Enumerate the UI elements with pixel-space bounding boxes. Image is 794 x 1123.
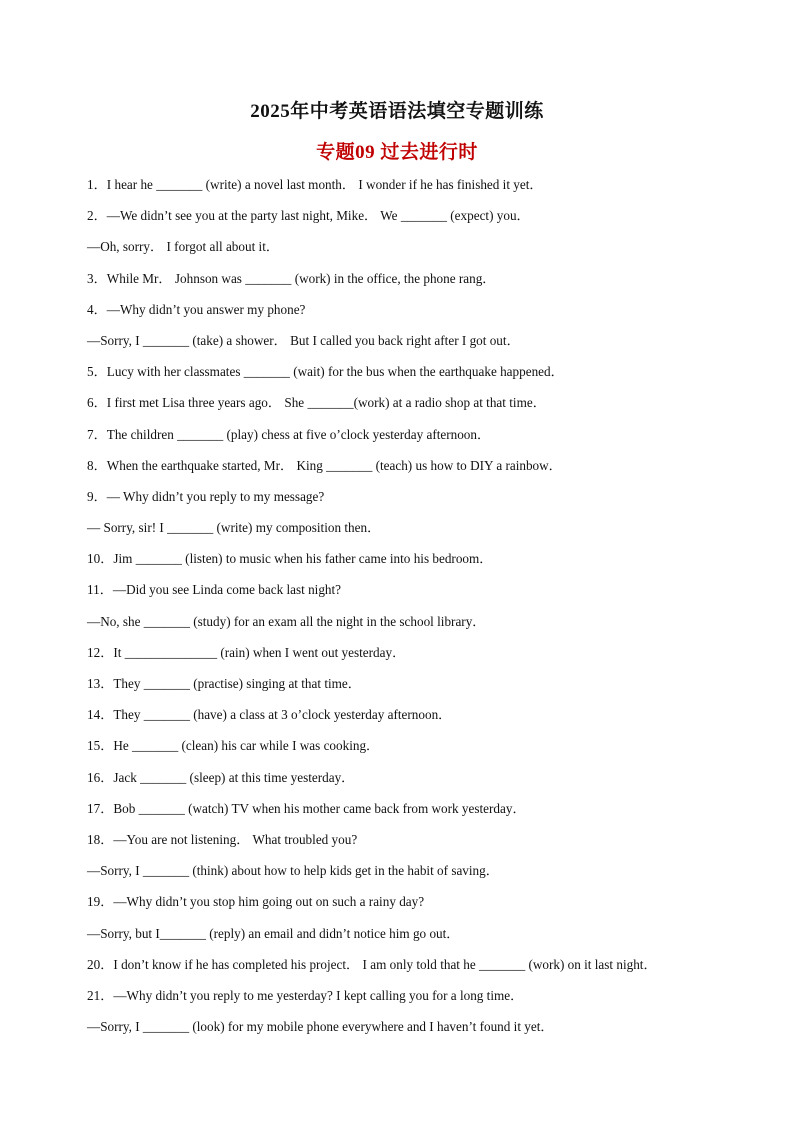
- exercise-line: —No, she _______ (study) for an exam all the night in the school library．: [87, 613, 486, 629]
- page-title: 2025年中考英语语法填空专题训练: [250, 101, 544, 122]
- exercise-list: [87, 175, 727, 1048]
- exercise-line: 5．Lucy with her classmates _______ (wait) for the bus when the earthquake happened．: [87, 364, 564, 380]
- exercise-line: 6．I first met Lisa three years ago． She _______(work) at a radio shop at that time．: [87, 395, 546, 411]
- exercise-line: 3．While Mr． Johnson was _______ (work) in the office, the phone rang．: [87, 270, 496, 286]
- exercise-line: 11．—Did you see Linda come back last night?: [87, 582, 342, 598]
- exercise-line: 9．— Why didn’t you reply to my message?: [87, 488, 325, 504]
- exercise-line: 15．He _______ (clean) his car while I was cooking．: [87, 738, 380, 754]
- exercise-line: 13．They _______ (practise) singing at that time．: [87, 676, 361, 691]
- exercise-line: 4．—Why didn’t you answer my phone?: [87, 301, 306, 317]
- exercise-line: —Sorry, I _______ (look) for my mobile phone everywhere and I haven’t found it yet．: [87, 1019, 554, 1035]
- exercise-line: 19．—Why didn’t you stop him going out on such a rainy day?: [87, 894, 425, 910]
- exercise-line: 20．I don’t know if he has completed his project． I am only told that he _______ (work) on it last night．: [87, 956, 657, 972]
- exercise-line: —Sorry, but I_______ (reply) an email and didn’t notice him go out．: [87, 925, 460, 941]
- exercise-line: 7．The children _______ (play) chess at five o’clock yesterday afternoon．: [87, 426, 491, 442]
- exercise-line: —Oh, sorry． I forgot all about it．: [87, 239, 280, 255]
- exercise-line: 12．It ______________ (rain) when I went out yesterday．: [87, 644, 406, 660]
- exercise-line: 8．When the earthquake started, Mr． King _______ (teach) us how to DIY a rainbow．: [87, 457, 562, 473]
- exercise-line: 18．—You are not listening． What troubled you?: [87, 831, 358, 847]
- exercise-line: —Sorry, I _______ (take) a shower． But I called you back right after I got out．: [87, 332, 520, 348]
- exercise-line: 21．—Why didn’t you reply to me yesterday? I kept calling you for a long time．: [87, 987, 524, 1003]
- exercise-line: 14．They _______ (have) a class at 3 o’clock yesterday afternoon．: [87, 707, 452, 723]
- exercise-line: — Sorry, sir! I _______ (write) my composition then．: [87, 520, 381, 536]
- exercise-line: 2．—We didn’t see you at the party last night, Mike． We _______ (expect) you．: [87, 208, 530, 224]
- page-subtitle: 专题09 过去进行时: [316, 142, 478, 163]
- exercise-line: 16．Jack _______ (sleep) at this time yesterday．: [87, 769, 355, 785]
- exercise-line: —Sorry, I _______ (think) about how to help kids get in the habit of saving．: [87, 863, 499, 879]
- exercise-line: 10．Jim _______ (listen) to music when his father came into his bedroom．: [87, 551, 493, 567]
- exercise-line: 1．I hear he _______ (write) a novel last month． I wonder if he has finished it yet．: [87, 177, 543, 192]
- exercise-line: 17．Bob _______ (watch) TV when his mother came back from work yesterday．: [87, 800, 526, 816]
